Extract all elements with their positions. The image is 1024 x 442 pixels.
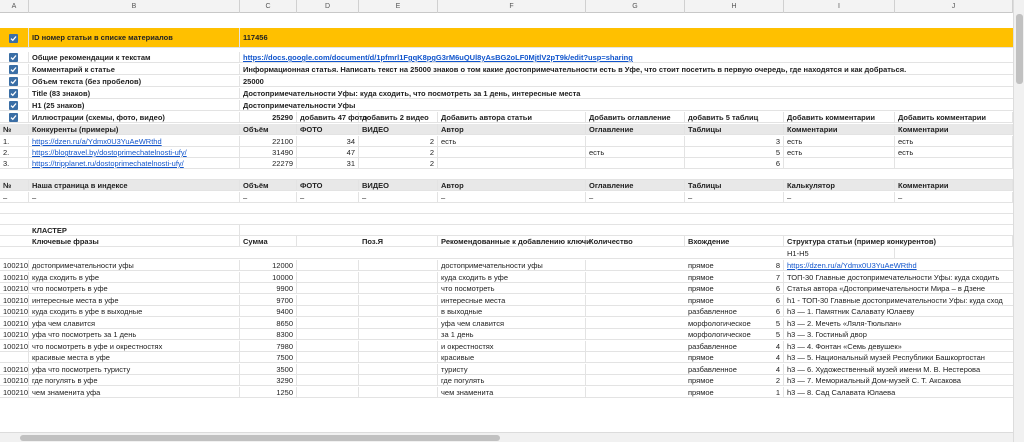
cluster-id[interactable]: 100210	[0, 375, 29, 386]
meta-row	[0, 76, 1013, 87]
competitor-cell[interactable]: https://tripplanet.ru/dostoprimechatelnosti-ufy/	[29, 158, 240, 169]
competitor-cell[interactable]	[586, 158, 685, 169]
our-page-cell[interactable]: –	[895, 192, 1013, 203]
competitor-cell[interactable]: 1.	[0, 136, 29, 147]
competitor-cell[interactable]	[438, 158, 586, 169]
column-header-g[interactable]: G	[586, 0, 685, 13]
horizontal-scroll-thumb[interactable]	[20, 435, 500, 441]
cluster-struct[interactable]: h3 — 6. Художественный музей имени М. В. Нестерова	[787, 364, 981, 374]
competitor-cell[interactable]: 22100	[240, 136, 297, 147]
cluster-struct[interactable]: Статья автора «Достопримечательности Мира – в Дзене	[787, 284, 986, 293]
checkbox-cell[interactable]	[0, 88, 29, 99]
cluster-header-cell[interactable]: Структура статьи (пример конкурентов)	[784, 236, 1013, 247]
competitor-row	[0, 136, 1013, 147]
cluster-header-cell[interactable]: Рекомендованные к добавлению ключи	[438, 236, 586, 247]
meta-value[interactable]: https://docs.google.com/document/d/1pfmrl1FgqK8pgG3rM6uQUl8yAsBG2oLF0MjtlV2pT9k/edit?usp=sharing	[243, 53, 633, 62]
cluster-header-cell[interactable]: Вхождение	[685, 236, 784, 247]
competitor-cell[interactable]: 6	[685, 158, 784, 169]
cluster-empty[interactable]	[297, 318, 359, 329]
cluster-sum[interactable]: 9900	[240, 283, 297, 294]
horizontal-scrollbar[interactable]	[0, 432, 1013, 442]
cluster-phrase[interactable]: куда сходить в уфе	[29, 272, 240, 283]
our-page-cell[interactable]: –	[240, 192, 297, 203]
our-page-header-cell[interactable]: ФОТО	[297, 180, 359, 191]
cluster-sum[interactable]: 3290	[240, 375, 297, 386]
cluster-id[interactable]: 100210	[0, 306, 29, 317]
check-icon	[10, 78, 17, 85]
meta-tables[interactable]: добавить 5 таблиц	[685, 112, 784, 123]
cluster-pos[interactable]	[359, 364, 438, 375]
column-header-i[interactable]: I	[784, 0, 895, 13]
meta-comments[interactable]: Добавить комментарии	[784, 112, 895, 123]
meta-photo[interactable]: добавить 47 фото	[297, 112, 359, 123]
cluster-empty[interactable]	[297, 260, 359, 271]
meta-label[interactable]: Общие рекомендации к текстам	[29, 52, 240, 63]
cluster-count[interactable]: 5	[586, 329, 784, 340]
competitor-cell[interactable]: есть	[438, 136, 586, 147]
cluster-phrase[interactable]: достопримечательности уфы	[29, 260, 240, 271]
our-page-cell[interactable]: –	[29, 192, 240, 203]
column-header-e[interactable]: E	[359, 0, 438, 13]
meta-label[interactable]: H1 (25 знаков)	[29, 100, 240, 111]
competitor-cell[interactable]	[895, 158, 1013, 169]
cluster-row	[0, 352, 1013, 363]
cluster-struct[interactable]: h3 — 5. Национальный музей Республики Башкортостан	[787, 353, 985, 362]
cluster-sum[interactable]: 9700	[240, 295, 297, 306]
cluster-id[interactable]: 100210	[0, 364, 29, 375]
cluster-key[interactable]: за 1 день	[438, 329, 586, 340]
cluster-header-cell[interactable]: Поз.Я	[359, 236, 438, 247]
cluster-struct[interactable]: h3 — 8. Сад Салавата Юлаева	[787, 387, 896, 397]
check-icon	[10, 35, 17, 42]
cluster-empty[interactable]	[297, 387, 359, 398]
cluster-count[interactable]: 1	[586, 387, 784, 398]
cluster-struct[interactable]: ТОП-30 Главные достопримечательности Уфы: куда сходить	[787, 272, 1000, 282]
cluster-key[interactable]: достопримечательности уфы	[438, 260, 586, 271]
cluster-id[interactable]: 100210	[0, 329, 29, 340]
our-page-header-cell[interactable]: Калькулятор	[784, 180, 895, 191]
cluster-header-cell[interactable]: Количество	[586, 236, 685, 247]
cluster-key[interactable]: что посмотреть	[438, 283, 586, 294]
cluster-sum[interactable]: 3500	[240, 364, 297, 375]
cluster-empty[interactable]	[297, 283, 359, 294]
cluster-entry[interactable]: прямое	[685, 387, 784, 398]
cluster-sum[interactable]: 1250	[240, 387, 297, 398]
cluster-header-cell[interactable]: Ключевые фразы	[29, 236, 240, 247]
our-page-cell[interactable]: –	[685, 192, 784, 203]
cluster-row	[0, 283, 1013, 294]
cluster-count[interactable]: 2	[586, 375, 784, 386]
column-header-row	[0, 0, 1013, 13]
competitor-cell[interactable]: 22279	[240, 158, 297, 169]
cluster-sum[interactable]: 12000	[240, 260, 297, 271]
cluster-id[interactable]: 100210	[0, 260, 29, 271]
column-header-j[interactable]: J	[895, 0, 1013, 13]
spacer-row	[0, 203, 1013, 214]
competitor-cell[interactable]: 2	[359, 147, 438, 158]
cluster-count[interactable]: 4	[586, 364, 784, 375]
cluster-entry[interactable]: морфологическое	[685, 329, 784, 340]
cluster-id[interactable]: 100210	[0, 295, 29, 306]
competitor-row	[0, 158, 1013, 169]
competitors-header-cell[interactable]: ВИДЕО	[359, 124, 438, 135]
check-icon	[10, 90, 17, 97]
checkbox[interactable]	[9, 89, 18, 98]
cluster-struct[interactable]: h3 — 4. Фонтан «Семь девушек»	[787, 341, 902, 351]
cluster-entry[interactable]: разбавленное	[685, 364, 784, 375]
cluster-key[interactable]: интересные места	[438, 295, 586, 306]
our-page-header-cell[interactable]: ВИДЕО	[359, 180, 438, 191]
competitor-cell[interactable]: 2	[359, 136, 438, 147]
cluster-entry[interactable]: разбавленное	[685, 341, 784, 352]
column-header-a[interactable]: A	[0, 0, 29, 13]
our-page-cell[interactable]: –	[359, 192, 438, 203]
meta-row	[0, 64, 1013, 75]
cluster-key[interactable]: уфа чем славится	[438, 318, 586, 329]
our-page-header-cell[interactable]: Объём	[240, 180, 297, 191]
competitors-header-cell[interactable]: ФОТО	[297, 124, 359, 135]
our-page-header-cell[interactable]: Оглавление	[586, 180, 685, 191]
cluster-key[interactable]: и окрестностях	[438, 341, 586, 352]
our-page-header-row	[0, 180, 1013, 191]
cluster-id[interactable]: 100210	[0, 272, 29, 283]
competitors-header-cell[interactable]: Объём	[240, 124, 297, 135]
cluster-pos[interactable]	[359, 375, 438, 386]
meta-row	[0, 112, 1013, 123]
cluster-sum[interactable]: 8650	[240, 318, 297, 329]
competitor-cell[interactable]: 3	[685, 136, 784, 147]
cluster-pos[interactable]	[359, 283, 438, 294]
meta-comments[interactable]: Добавить комментарии	[895, 112, 1013, 123]
checkbox-cell[interactable]	[0, 52, 29, 63]
cluster-key[interactable]: в выходные	[438, 306, 586, 317]
competitor-cell[interactable]: есть	[895, 147, 1013, 158]
checkbox-cell[interactable]	[0, 76, 29, 87]
cluster-empty[interactable]	[297, 352, 359, 363]
cluster-title-row	[0, 225, 1013, 236]
cluster-phrase[interactable]: куда сходить в уфе в выходные	[29, 306, 240, 317]
cluster-phrase[interactable]: чем знаменита уфа	[29, 387, 240, 398]
meta-label[interactable]: Комментарий к статье	[29, 64, 240, 75]
competitor-cell[interactable]: https://blogtravel.by/dostoprimechatelnosti-ufy/	[29, 147, 240, 158]
cluster-empty[interactable]	[297, 306, 359, 317]
cluster-pos[interactable]	[359, 272, 438, 283]
cluster-pos[interactable]	[359, 329, 438, 340]
competitor-cell[interactable]: 31	[297, 158, 359, 169]
our-page-header-cell[interactable]: №	[0, 180, 29, 191]
cluster-pos[interactable]	[359, 318, 438, 329]
meta-value[interactable]: Информационная статья. Написать текст на 25000 знаков о том какие достопримечательности есть в Уфе, что стоит посетить в первую очередь, где находятся и как добраться.	[243, 65, 907, 74]
cluster-phrase[interactable]: что посмотреть в уфе	[29, 283, 240, 294]
competitor-cell[interactable]	[438, 147, 586, 158]
competitor-cell[interactable]: есть	[586, 147, 685, 158]
check-icon	[10, 102, 17, 109]
cluster-key[interactable]: туристу	[438, 364, 586, 375]
cluster-row	[0, 364, 1013, 375]
checkbox-cell[interactable]	[0, 64, 29, 75]
cluster-pos[interactable]	[359, 387, 438, 398]
column-header-h[interactable]: H	[685, 0, 784, 13]
meta-value[interactable]: 25290	[240, 112, 297, 123]
our-page-header-cell[interactable]: Комментарии	[895, 180, 1013, 191]
cluster-key[interactable]: чем знаменита	[438, 387, 586, 398]
meta-value[interactable]: Достопримечательности Уфы: куда сходить, что посмотреть за 1 день, интересные места	[243, 89, 581, 98]
meta-value[interactable]: 25000	[243, 77, 264, 86]
vertical-scrollbar[interactable]	[1013, 0, 1024, 442]
competitor-cell[interactable]: 31490	[240, 147, 297, 158]
meta-label[interactable]: Title (83 знаков)	[29, 88, 240, 99]
cluster-row	[0, 318, 1013, 329]
column-header-f[interactable]: F	[438, 0, 586, 13]
cluster-empty[interactable]	[297, 329, 359, 340]
cluster-sum[interactable]: 9400	[240, 306, 297, 317]
cluster-header-row	[0, 236, 1013, 247]
checkbox[interactable]	[9, 113, 18, 122]
our-page-cell[interactable]: –	[586, 192, 685, 203]
our-page-cell[interactable]: –	[438, 192, 586, 203]
competitors-header-cell[interactable]: Автор	[438, 124, 586, 135]
cluster-pos[interactable]	[359, 352, 438, 363]
cluster-header-cell[interactable]: Сумма	[240, 236, 297, 247]
competitor-cell[interactable]: 2.	[0, 147, 29, 158]
checkbox-cell[interactable]	[0, 28, 29, 48]
cluster-entry[interactable]: прямое	[685, 260, 784, 271]
column-header-d[interactable]: D	[297, 0, 359, 13]
cluster-pos[interactable]	[359, 295, 438, 306]
competitors-header-cell[interactable]: №	[0, 124, 29, 135]
meta-value[interactable]: Достопримечательности Уфы	[243, 101, 356, 110]
cluster-row	[0, 341, 1013, 352]
h1h5-label[interactable]: H1-H5	[784, 248, 895, 259]
cluster-count[interactable]: 5	[586, 318, 784, 329]
cluster-count[interactable]: 6	[586, 306, 784, 317]
meta-author[interactable]: Добавить автора статьи	[438, 112, 586, 123]
cluster-id[interactable]: 100210	[0, 318, 29, 329]
competitor-cell[interactable]	[586, 136, 685, 147]
our-page-header-cell[interactable]: Автор	[438, 180, 586, 191]
checkbox[interactable]	[9, 77, 18, 86]
cluster-row	[0, 272, 1013, 283]
checkbox[interactable]	[9, 53, 18, 62]
meta-row	[0, 52, 1013, 63]
competitor-cell[interactable]: 3.	[0, 158, 29, 169]
cluster-pos[interactable]	[359, 260, 438, 271]
cluster-pos[interactable]	[359, 341, 438, 352]
competitors-header-cell[interactable]: Конкуренты (примеры)	[29, 124, 240, 135]
cluster-count[interactable]: 7	[586, 272, 784, 283]
competitors-header-cell[interactable]: Оглавление	[586, 124, 685, 135]
cluster-key[interactable]: где погулять	[438, 375, 586, 386]
competitors-header-cell[interactable]: Комментарии	[784, 124, 895, 135]
cluster-empty[interactable]	[297, 375, 359, 386]
checkbox-cell[interactable]	[0, 100, 29, 111]
meta-row	[0, 100, 1013, 111]
column-header-c[interactable]: C	[240, 0, 297, 13]
spacer-row	[0, 214, 1013, 225]
cluster-key[interactable]: куда сходить в уфе	[438, 272, 586, 283]
cluster-struct[interactable]: h3 — 7. Мемориальный Дом-музей С. Т. Аксакова	[787, 376, 961, 385]
cluster-entry[interactable]: прямое	[685, 272, 784, 283]
meta-toc[interactable]: Добавить оглавление	[586, 112, 685, 123]
meta-video[interactable]: добавить 2 видео	[359, 112, 438, 123]
check-icon	[10, 54, 17, 61]
cluster-phrase[interactable]: уфа чем славится	[29, 318, 240, 329]
cluster-count[interactable]: 8	[586, 260, 784, 271]
competitors-header-row	[0, 124, 1013, 135]
cluster-entry[interactable]: прямое	[685, 283, 784, 294]
vertical-scroll-thumb[interactable]	[1016, 14, 1023, 84]
cluster-id[interactable]: 100210	[0, 341, 29, 352]
cluster-title[interactable]: КЛАСТЕР	[29, 225, 240, 236]
cluster-entry[interactable]: прямое	[685, 352, 784, 363]
cluster-struct[interactable]: h3 — 3. Гостиный двор	[787, 330, 867, 339]
competitor-row	[0, 147, 1013, 158]
cluster-sum[interactable]: 8300	[240, 329, 297, 340]
cluster-phrase[interactable]: красивые места в уфе	[29, 352, 240, 363]
cluster-entry[interactable]: прямое	[685, 375, 784, 386]
competitor-cell[interactable]: https://dzen.ru/a/Ydmx0U3YuAeWRthd	[29, 136, 240, 147]
cluster-row	[0, 295, 1013, 306]
competitor-cell[interactable]: 47	[297, 147, 359, 158]
cluster-entry[interactable]: прямое	[685, 295, 784, 306]
cluster-struct[interactable]: h3 — 2. Мечеть «Ляля-Тюльпан»	[787, 318, 902, 328]
cluster-struct[interactable]: h3 — 1. Памятник Салавату Юлаеву	[787, 307, 915, 316]
cluster-id[interactable]: 100210	[0, 387, 29, 398]
cluster-id[interactable]: 100210	[0, 283, 29, 294]
cluster-row	[0, 329, 1013, 340]
meta-row	[0, 28, 1013, 48]
checkbox[interactable]	[9, 65, 18, 74]
our-page-header-cell[interactable]: Наша страница в индексе	[29, 180, 240, 191]
cluster-phrase[interactable]: уфа что посмотреть за 1 день	[29, 329, 240, 340]
cluster-struct[interactable]: https://dzen.ru/a/Ydmx0U3YuAeWRthd	[787, 261, 917, 270]
checkbox[interactable]	[9, 34, 18, 43]
our-page-cell[interactable]: –	[784, 192, 895, 203]
cluster-pos[interactable]	[359, 306, 438, 317]
cluster-empty[interactable]	[297, 341, 359, 352]
cluster-sum[interactable]: 10000	[240, 272, 297, 283]
cluster-count[interactable]: 6	[586, 295, 784, 306]
competitor-cell[interactable]: есть	[784, 147, 895, 158]
cluster-empty[interactable]	[297, 295, 359, 306]
column-header-b[interactable]: B	[29, 0, 240, 13]
cluster-key[interactable]: красивые	[438, 352, 586, 363]
cluster-struct[interactable]: h1 - ТОП-30 Главные достопримечательности Уфы: куда сход	[787, 295, 1003, 305]
spacer-row	[0, 169, 1013, 180]
competitor-cell[interactable]: 5	[685, 147, 784, 158]
meta-row	[0, 88, 1013, 99]
cluster-phrase[interactable]: интересные места в уфе	[29, 295, 240, 306]
meta-label[interactable]: Иллюстрации (схемы, фото, видео)	[29, 112, 240, 123]
cluster-id[interactable]	[0, 352, 29, 363]
competitor-cell[interactable]: есть	[784, 136, 895, 147]
cluster-row	[0, 306, 1013, 317]
cluster-phrase[interactable]: что посмотреть в уфе и окрестностях	[29, 341, 240, 352]
our-page-row	[0, 192, 1013, 203]
our-page-header-cell[interactable]: Таблицы	[685, 180, 784, 191]
cluster-row	[0, 260, 1013, 271]
cluster-count[interactable]: 6	[586, 283, 784, 294]
check-icon	[10, 114, 17, 121]
meta-value[interactable]: 117456	[243, 33, 268, 42]
our-page-cell[interactable]: –	[297, 192, 359, 203]
competitors-header-cell[interactable]: Таблицы	[685, 124, 784, 135]
checkbox-cell[interactable]	[0, 112, 29, 123]
our-page-cell[interactable]: –	[0, 192, 29, 203]
competitor-cell[interactable]	[784, 158, 895, 169]
checkbox[interactable]	[9, 101, 18, 110]
competitors-header-cell[interactable]: Комментарии	[895, 124, 1013, 135]
h1h5-row	[0, 248, 1013, 259]
meta-label[interactable]: Объем текста (без пробелов)	[29, 76, 240, 87]
cluster-sum[interactable]: 7980	[240, 341, 297, 352]
cluster-phrase[interactable]: уфа что посмотреть туристу	[29, 364, 240, 375]
cluster-row	[0, 387, 1013, 398]
cluster-row	[0, 375, 1013, 386]
meta-label[interactable]: ID номер статьи в списке материалов	[29, 28, 240, 48]
cluster-entry[interactable]: разбавленное	[685, 306, 784, 317]
competitor-cell[interactable]: 2	[359, 158, 438, 169]
cluster-phrase[interactable]: где погулять в уфе	[29, 375, 240, 386]
cluster-empty[interactable]	[297, 364, 359, 375]
check-icon	[10, 66, 17, 73]
cluster-sum[interactable]: 7500	[240, 352, 297, 363]
cluster-entry[interactable]: морфологическое	[685, 318, 784, 329]
cluster-count[interactable]: 4	[586, 341, 784, 352]
competitor-cell[interactable]: 34	[297, 136, 359, 147]
competitor-cell[interactable]: есть	[895, 136, 1013, 147]
cluster-count[interactable]: 4	[586, 352, 784, 363]
cluster-empty[interactable]	[297, 272, 359, 283]
